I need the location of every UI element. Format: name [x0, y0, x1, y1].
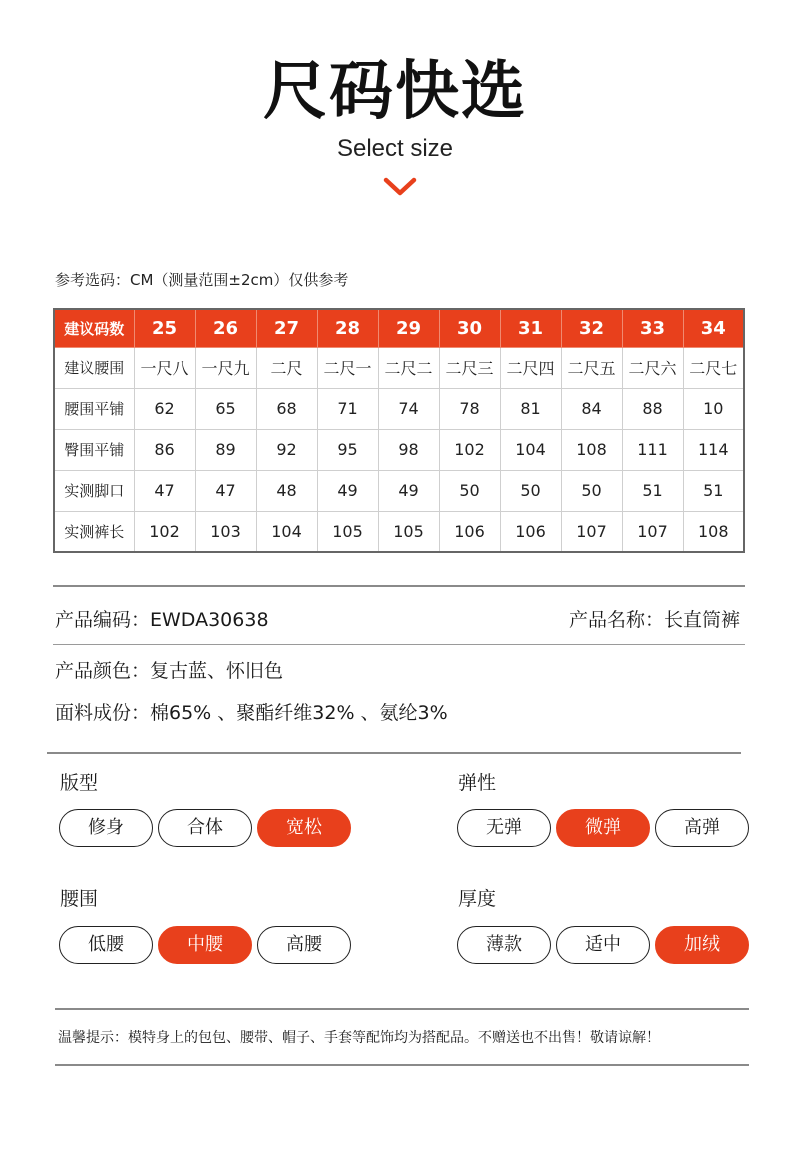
table-cell: 47 [134, 470, 195, 511]
size-table-header-cell: 27 [256, 309, 317, 347]
page-title: 尺码快选 [263, 55, 527, 129]
table-row-label: 建议腰围 [54, 347, 134, 388]
table-cell: 89 [195, 429, 256, 470]
table-cell: 二尺二 [378, 347, 439, 388]
fit-option-slim[interactable]: 修身 [59, 809, 153, 847]
table-cell: 106 [500, 511, 561, 552]
fit-option-loose[interactable]: 宽松 [257, 809, 351, 847]
divider [53, 644, 745, 645]
table-row-label: 实测裤长 [54, 511, 134, 552]
table-cell: 51 [622, 470, 683, 511]
divider [55, 1064, 749, 1066]
table-cell: 47 [195, 470, 256, 511]
table-cell: 86 [134, 429, 195, 470]
fit-option-regular[interactable]: 合体 [158, 809, 252, 847]
table-cell: 65 [195, 388, 256, 429]
reference-note: 参考选码：CM（测量范围±2cm）仅供参考 [55, 271, 349, 289]
table-cell: 50 [561, 470, 622, 511]
table-cell: 10 [683, 388, 744, 429]
table-cell: 二尺一 [317, 347, 378, 388]
thickness-label: 厚度 [458, 888, 497, 910]
table-cell: 108 [683, 511, 744, 552]
table-cell: 74 [378, 388, 439, 429]
size-table-header-cell: 31 [500, 309, 561, 347]
table-cell: 62 [134, 388, 195, 429]
table-cell: 98 [378, 429, 439, 470]
table-cell: 一尺九 [195, 347, 256, 388]
table-cell: 92 [256, 429, 317, 470]
divider [47, 752, 741, 754]
divider [55, 1008, 749, 1010]
table-cell: 二尺三 [439, 347, 500, 388]
table-cell: 107 [622, 511, 683, 552]
size-table-header-cell: 34 [683, 309, 744, 347]
size-table-header-cell: 29 [378, 309, 439, 347]
table-cell: 103 [195, 511, 256, 552]
waist-option-mid[interactable]: 中腰 [158, 926, 252, 964]
table-row [54, 429, 744, 470]
table-cell: 102 [134, 511, 195, 552]
table-row-label: 腰围平铺 [54, 388, 134, 429]
table-cell: 二尺 [256, 347, 317, 388]
page-subtitle: Select size [336, 135, 454, 162]
product-name: 产品名称：长直筒裤 [568, 609, 740, 631]
product-fabric: 面料成份：棉65% 、聚酯纤维32% 、氨纶3% [55, 702, 448, 724]
waist-label: 腰围 [60, 888, 99, 910]
waist-option-high[interactable]: 高腰 [257, 926, 351, 964]
size-table-header-cell: 建议码数 [54, 309, 134, 347]
size-table-header-row [54, 309, 744, 347]
table-cell: 88 [622, 388, 683, 429]
table-cell: 71 [317, 388, 378, 429]
table-cell: 一尺八 [134, 347, 195, 388]
table-cell: 105 [378, 511, 439, 552]
table-cell: 49 [378, 470, 439, 511]
size-table-header-cell: 30 [439, 309, 500, 347]
elasticity-option-none[interactable]: 无弹 [457, 809, 551, 847]
size-table [53, 308, 745, 553]
table-cell: 68 [256, 388, 317, 429]
table-row [54, 511, 744, 552]
fit-label: 版型 [60, 772, 99, 794]
table-row-label: 实测脚口 [54, 470, 134, 511]
table-cell: 95 [317, 429, 378, 470]
table-cell: 105 [317, 511, 378, 552]
thickness-option-medium[interactable]: 适中 [556, 926, 650, 964]
size-table-header-cell: 32 [561, 309, 622, 347]
table-cell: 107 [561, 511, 622, 552]
elasticity-label: 弹性 [458, 772, 497, 794]
size-table-header-cell: 28 [317, 309, 378, 347]
table-cell: 50 [500, 470, 561, 511]
table-cell: 二尺六 [622, 347, 683, 388]
table-cell: 二尺七 [683, 347, 744, 388]
size-table-header-cell: 33 [622, 309, 683, 347]
table-cell: 二尺五 [561, 347, 622, 388]
table-cell: 104 [256, 511, 317, 552]
table-cell: 108 [561, 429, 622, 470]
table-row [54, 347, 744, 388]
table-cell: 81 [500, 388, 561, 429]
table-cell: 106 [439, 511, 500, 552]
table-cell: 114 [683, 429, 744, 470]
waist-option-low[interactable]: 低腰 [59, 926, 153, 964]
thickness-option-fleece[interactable]: 加绒 [655, 926, 749, 964]
table-cell: 二尺四 [500, 347, 561, 388]
size-table-header-cell: 26 [195, 309, 256, 347]
table-row [54, 470, 744, 511]
table-row-label: 臀围平铺 [54, 429, 134, 470]
table-cell: 49 [317, 470, 378, 511]
elasticity-option-high[interactable]: 高弹 [655, 809, 749, 847]
chevron-down-icon [383, 176, 417, 198]
table-cell: 111 [622, 429, 683, 470]
tips-note: 温馨提示：模特身上的包包、腰带、帽子、手套等配饰均为搭配品。不赠送也不出售！敬请谅解！ [58, 1030, 660, 1046]
table-cell: 84 [561, 388, 622, 429]
product-color: 产品颜色：复古蓝、怀旧色 [55, 660, 284, 682]
divider [53, 585, 745, 587]
product-code: 产品编码：EWDA30638 [55, 609, 269, 631]
table-cell: 102 [439, 429, 500, 470]
elasticity-option-slight[interactable]: 微弹 [556, 809, 650, 847]
size-table-header-cell: 25 [134, 309, 195, 347]
table-cell: 78 [439, 388, 500, 429]
table-cell: 104 [500, 429, 561, 470]
table-cell: 48 [256, 470, 317, 511]
table-cell: 51 [683, 470, 744, 511]
thickness-option-thin[interactable]: 薄款 [457, 926, 551, 964]
table-cell: 50 [439, 470, 500, 511]
table-row [54, 388, 744, 429]
